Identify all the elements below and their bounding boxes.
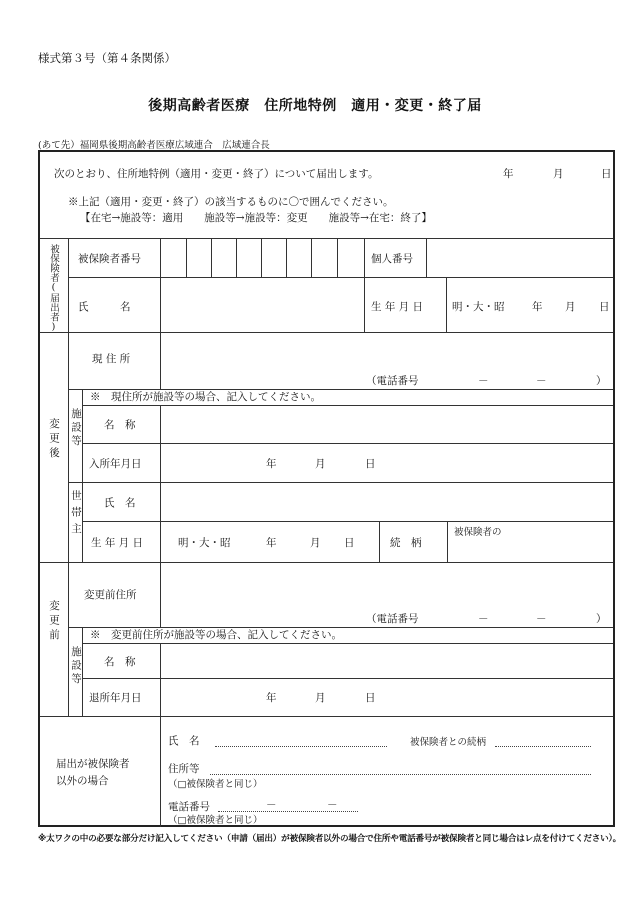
statement: 次のとおり、住所地特例（適用・変更・終了）について届出します。 — [54, 168, 379, 180]
date-month[interactable]: 月 — [553, 168, 564, 180]
other-address-same[interactable]: （□被保険者と同じ） — [168, 779, 263, 790]
before-phone-dash2: － — [536, 613, 547, 625]
insured-era[interactable]: 明・大・昭 — [452, 301, 505, 313]
after-phone-dash1: － — [478, 375, 489, 387]
householder-era[interactable]: 明・大・昭 — [178, 537, 231, 549]
householder-birth-month: 月 — [310, 537, 321, 549]
insured-birth-label: 生 年 月 日 — [371, 301, 424, 313]
before-facility-side: 施設等 — [70, 646, 82, 687]
insured-birth-month: 月 — [565, 301, 576, 313]
householder-birth-label: 生 年 月 日 — [91, 537, 144, 549]
discharge-day: 日 — [365, 692, 376, 704]
after-facility-side: 施設等 — [70, 408, 82, 449]
householder-birth-day: 日 — [344, 537, 355, 549]
date-year[interactable]: 年 — [503, 168, 514, 180]
other-name-label: 氏 名 — [168, 735, 200, 747]
after-side-label: 変更後 — [48, 418, 60, 462]
admission-date-label: 入所年月日 — [89, 458, 142, 470]
after-phone-dash2: － — [536, 375, 547, 387]
admission-day: 日 — [365, 458, 376, 470]
before-side-label: 変更前 — [48, 600, 60, 644]
before-phone-dash1: － — [478, 613, 489, 625]
admission-month: 月 — [315, 458, 326, 470]
note-circle: ※上記（適用・変更・終了）の該当するものに〇で囲んでください。 — [68, 196, 394, 208]
after-phone-close: ） — [596, 375, 607, 387]
form-frame — [38, 150, 615, 827]
other-phone-label: 電話番号 — [168, 801, 210, 813]
addressee: (あて先）福岡県後期高齢者医療広域連合 広域連合長 — [38, 140, 270, 151]
admission-year: 年 — [266, 458, 277, 470]
date-day[interactable]: 日 — [601, 168, 612, 180]
before-phone-label: （電話番号 — [366, 613, 419, 625]
insured-name-label: 氏 名 — [78, 301, 131, 313]
before-phone-close: ） — [596, 613, 607, 625]
insured-birth-year: 年 — [532, 301, 543, 313]
other-relation-label: 被保険者との続柄 — [410, 737, 487, 748]
household-side: 世帯主 — [70, 490, 82, 540]
current-address-label: 現 住 所 — [92, 353, 131, 365]
page-title: 後期高齢者医療 住所地特例 適用・変更・終了届 — [148, 98, 482, 114]
insured-birth-day: 日 — [599, 301, 610, 313]
note-types: 【在宅→施設等：適用 施設等→施設等：変更 施設等→在宅：終了】 — [80, 212, 432, 224]
other-phone-same[interactable]: （□被保険者と同じ） — [168, 815, 263, 826]
after-facility-note: ※ 現住所が施設等の場合、記入してください。 — [90, 391, 321, 403]
insured-number-label: 被保険者番号 — [78, 253, 141, 265]
other-address-label: 住所等 — [168, 763, 200, 775]
other-address-line[interactable] — [210, 774, 591, 775]
personal-number-label: 個人番号 — [371, 253, 413, 265]
footnote: ※太ワクの中の必要な部分だけ記入してください（申請（届出）が被保険者以外の場合で住所や電話番号が被保険者と同じ場合はレ点を付けてください）。 — [38, 834, 622, 844]
other-applicant-label-2: 以外の場合 — [56, 775, 109, 787]
discharge-month: 月 — [315, 692, 326, 704]
after-facility-name-label: 名 称 — [104, 419, 136, 431]
householder-name-label: 氏 名 — [104, 497, 136, 509]
householder-birth-year: 年 — [266, 537, 277, 549]
previous-address-label: 変更前住所 — [84, 589, 137, 601]
before-facility-note: ※ 変更前住所が施設等の場合、記入してください。 — [90, 629, 342, 641]
other-applicant-label-1: 届出が被保険者 — [56, 758, 130, 770]
form-number: 様式第３号（第４条関係） — [38, 51, 176, 65]
relation-value: 被保険者の — [454, 527, 502, 538]
before-facility-name-label: 名 称 — [104, 656, 136, 668]
relation-label: 続 柄 — [390, 537, 422, 549]
discharge-date-label: 退所年月日 — [89, 692, 142, 704]
insured-side-label: 被保険者(届出者) — [48, 244, 59, 333]
discharge-year: 年 — [266, 692, 277, 704]
other-relation-line[interactable] — [495, 746, 591, 747]
other-phone-dash2: － — [327, 799, 338, 811]
other-phone-dash1: － — [266, 799, 277, 811]
other-name-line[interactable] — [215, 746, 387, 747]
after-phone-label: （電話番号 — [366, 375, 419, 387]
